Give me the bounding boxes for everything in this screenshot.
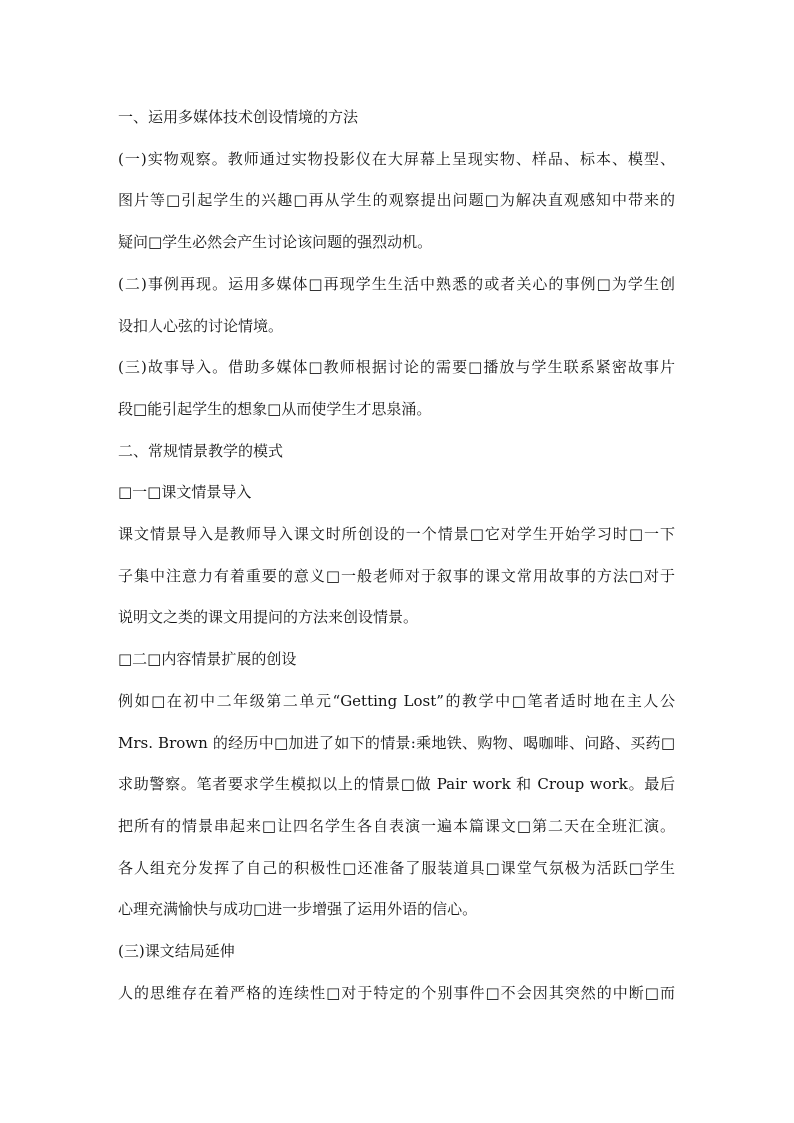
paragraph-line: 课文情景导入是教师导入课文时所创设的一个情景□它对学生开始学习时□一下 xyxy=(118,525,675,544)
paragraph-line: 例如□在初中二年级第二单元“Getting Lost”的教学中□笔者适时地在主人公 xyxy=(118,691,675,710)
paragraph-line: 心理充满愉快与成功□进一步增强了运用外语的信心。 xyxy=(118,900,478,919)
paragraph-line: Mrs. Brown 的经历中□加进了如下的情景:乘地铁、购物、喝咖啡、问路、买药□ xyxy=(118,733,675,752)
paragraph-line: (二)事例再现。运用多媒体□再现学生生活中熟悉的或者关心的事例□为学生创 xyxy=(118,274,675,293)
paragraph-line: 子集中注意力有着重要的意义□一般老师对于叙事的课文常用故事的方法□对于 xyxy=(118,566,675,585)
paragraph-line: (三)故事导入。借助多媒体□教师根据讨论的需要□播放与学生联系紧密故事片 xyxy=(118,358,675,377)
paragraph-line: 求助警察。笔者要求学生模拟以上的情景□做 Pair work 和 Croup work。最后 xyxy=(118,775,675,794)
paragraph-line: (一)实物观察。教师通过实物投影仪在大屏幕上呈现实物、样品、标本、模型、 xyxy=(118,149,675,168)
subsection-heading: (三)课文结局延伸 xyxy=(118,942,235,961)
section-heading: 二、常规情景教学的模式 xyxy=(118,441,284,460)
subsection-heading: □一□课文情景导入 xyxy=(118,483,252,502)
paragraph-line: 人的思维存在着严格的连续性□对于特定的个别事件□不会因其突然的中断□而 xyxy=(118,983,675,1002)
paragraph-line: 说明文之类的课文用提问的方法来创设情景。 xyxy=(118,608,419,627)
section-heading: 一、运用多媒体技术创设情境的方法 xyxy=(118,108,359,126)
paragraph-line: 段□能引起学生的想象□从而使学生才思泉涌。 xyxy=(118,399,432,418)
paragraph-line: 设扣人心弦的讨论情境。 xyxy=(118,316,284,335)
paragraph-line: 把所有的情景串起来□让四名学生各自表演一遍本篇课文□第二天在全班汇演。 xyxy=(118,816,675,835)
paragraph-line: 各人组充分发挥了自己的积极性□还准备了服装道具□课堂气氛极为活跃□学生 xyxy=(118,858,675,877)
paragraph-line: 图片等□引起学生的兴趣□再从学生的观察提出问题□为解决直观感知中带来的 xyxy=(118,191,675,210)
paragraph-line: 疑问□学生必然会产生讨论该问题的强烈动机。 xyxy=(118,233,433,252)
subsection-heading: □二□内容情景扩展的创设 xyxy=(118,650,297,669)
document-body xyxy=(118,97,675,1014)
